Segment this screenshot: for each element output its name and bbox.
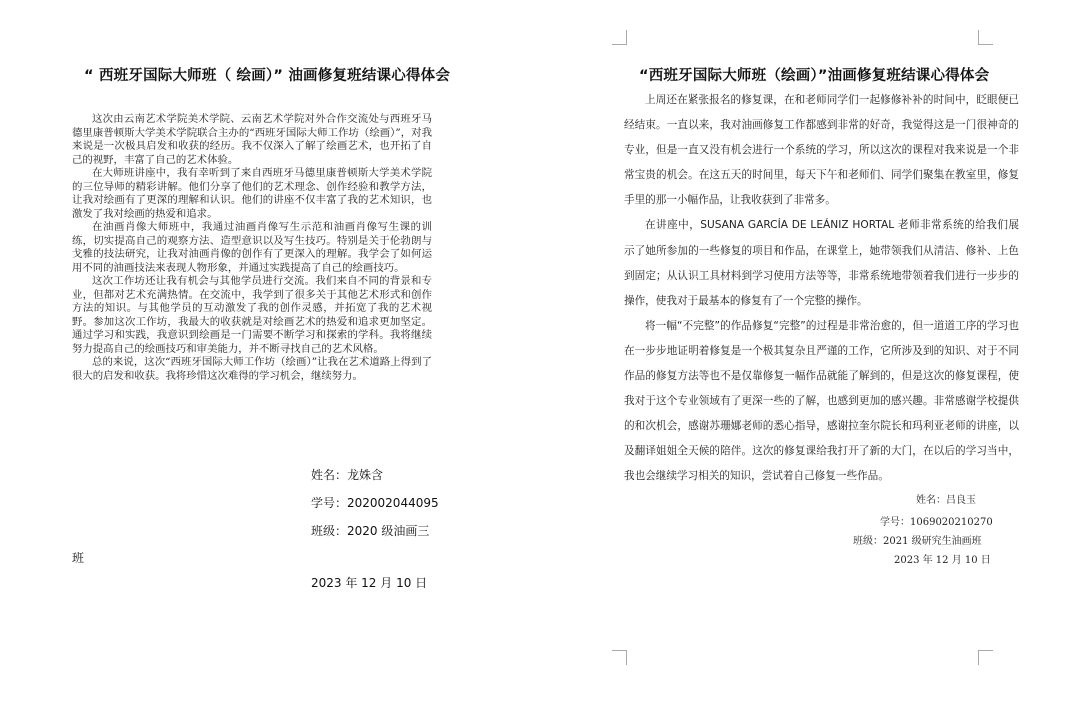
crop-mark-bottom-right xyxy=(978,650,993,665)
paragraph: 将一幅“不完整”的作品修复“完整”的过程是非常治愈的，但一道道工序的学习也在一步步地证明着修复是一个极其复杂且严谨的工作，它所涉及到的知识、对于不同作品的修复方法等也不是仅靠修复一幅作品就能了解到的，但是这次的修复课程，使我对于这个专业领域有了更深一些的了解，也感到更加的感兴趣。非常感谢学校提供的和次机会，感谢苏珊娜老师的悉心指导，感谢拉奎尔院长和玛利亚老师的讲座，以及翻译姐姐全天候的陪伴。这次的修复课给我打开了新的大门，在以后的学习当中，我也会继续学习相关的知识，尝试着自己修复一些作品。 xyxy=(624,319,1019,483)
crop-mark-top-right xyxy=(978,30,993,45)
left-name: 姓名：龙姝含 xyxy=(311,468,384,482)
left-page xyxy=(0,0,520,702)
right-page-title: “西班牙国际大师班（绘画）”油画修复班结课心得体会 xyxy=(639,68,990,84)
crop-mark-bottom-left xyxy=(612,650,627,665)
paragraph: 在讲座中，SUSANA GARCÍA DE LEÁNIZ HORTAL 老师非常系统的给我们展示了她所参加的一些修复的项目和作品，在课堂上，她带领我们从清洁、修补、上色到固定；从认识工具材料到学习使用方法等等，非常系统地带领着我们进行一步步的操作，使我对于最基本的修复有了一个完整的操作。 xyxy=(624,219,1019,307)
left-page-title: “ 西班牙国际大师班（ 绘画）” 油画修复班结课心得体会 xyxy=(84,68,451,84)
left-body-text xyxy=(72,113,432,383)
right-student-id: 学号：1069020210270 xyxy=(880,517,993,528)
paragraph: 这次由云南艺术学院美术学院、云南艺术学院对外合作交流处与西班牙马德里康普顿斯大学美术学院联合主办的“西班牙国际大师工作坊（绘画）”，对我来说是一次极具启发和收获的经历。我不仅深入了解了绘画艺术，也开拓了自己的视野，丰富了自己的艺术体验。 xyxy=(72,113,432,166)
paragraph: 在油画肖像大师班中，我通过油画肖像写生示范和油画肖像写生课的训练，切实提高自己的观察方法、造型意识以及写生技巧。特别是关于伦勃朗与戈雅的技法研究，让我对油画肖像的创作有了更深入的理解。我学会了如何运用不同的油画技法来表现人物形象，并通过实践提高了自己的绘画技巧。 xyxy=(72,221,432,274)
left-class: 班级：2020 级油画三 xyxy=(311,524,430,538)
left-class-continued: 班 xyxy=(72,551,85,565)
paragraph: 总的来说，这次“西班牙国际大师工作坊（绘画）”让我在艺术道路上得到了很大的启发和收获。我将珍惜这次难得的学习机会，继续努力。 xyxy=(72,356,432,382)
paragraph: 在大师班讲座中，我有幸听到了来自西班牙马德里康普顿斯大学美术学院的三位导师的精彩讲解。他们分享了他们的艺术理念、创作经验和教学方法，让我对绘画有了更深的理解和认识。他们的讲座不仅丰富了我的艺术知识，也激发了我对绘画的热爱和追求。 xyxy=(72,167,432,220)
crop-mark-top-left xyxy=(612,30,627,45)
paragraph: 这次工作坊还让我有机会与其他学员进行交流。我们来自不同的背景和专业，但都对艺术充满热情。在交流中，我学到了很多关于其他艺术形式和创作方法的知识。与其他学员的互动激发了我的创作灵感，并拓宽了我的艺术视野。参加这次工作坊，我最大的收获就是对绘画艺术的热爱和追求更加坚定。通过学习和实践，我意识到绘画是一门需要不断学习和探索的学科。我将继续努力提高自己的绘画技巧和审美能力，并不断寻找自己的艺术风格。 xyxy=(72,275,432,355)
right-class: 班级：2021 级研究生油画班 xyxy=(853,536,982,547)
left-student-id: 学号：202002044095 xyxy=(311,496,439,510)
right-body-text xyxy=(624,88,1019,490)
right-date: 2023 年 12 月 10 日 xyxy=(894,555,991,566)
right-page xyxy=(540,0,1080,702)
left-date: 2023 年 12 月 10 日 xyxy=(311,576,428,590)
right-name: 姓名：吕良玉 xyxy=(916,495,976,506)
paragraph: 上周还在紧张报名的修复课，在和老师同学们一起修修补补的时间中，眨眼便已经结束。一直以来，我对油画修复工作都感到非常的好奇，我觉得这是一门很神奇的专业，但是一直又没有机会进行一个系统的学习，所以这次的课程对我来说是一个非常宝贵的机会。在这五天的时间里，每天下午和老师们、同学们聚集在教室里，修复手里的那一小幅作品，让我收获到了非常多。 xyxy=(624,94,1019,207)
